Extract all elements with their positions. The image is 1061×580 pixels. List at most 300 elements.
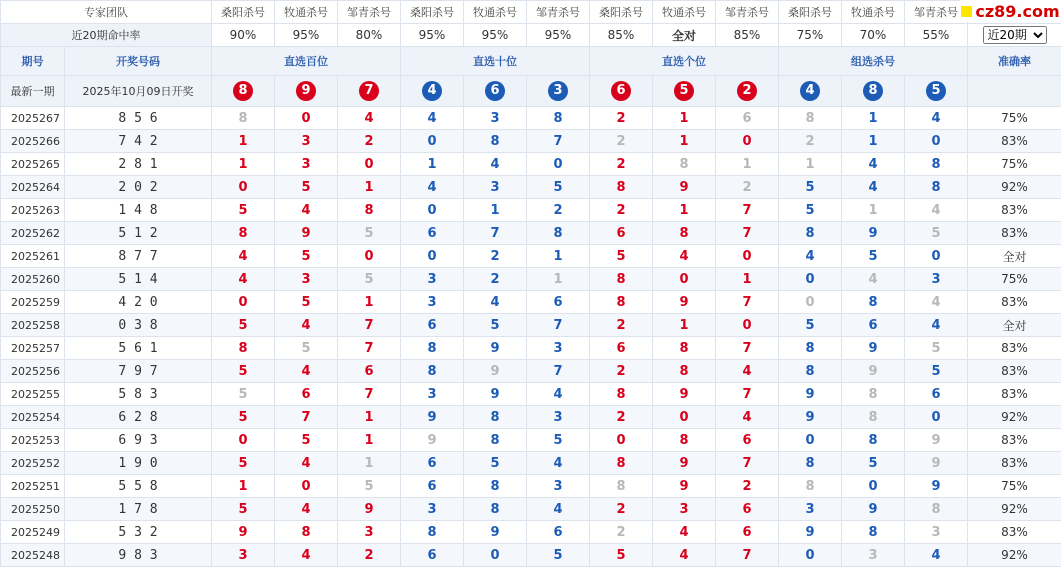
- expert-name: 邹青杀号: [338, 1, 401, 24]
- kill-number: 9: [401, 429, 464, 452]
- open-number: 7 9 7: [65, 360, 212, 383]
- kill-number: 5: [212, 199, 275, 222]
- header-row: [1, 47, 1061, 76]
- latest-ball-cell: [464, 76, 527, 107]
- kill-number: 5: [338, 222, 401, 245]
- kill-number: 8: [653, 337, 716, 360]
- table-row: [1, 222, 1061, 245]
- kill-number: 3: [338, 521, 401, 544]
- number-ball: 5: [674, 81, 694, 101]
- kill-number: 1: [653, 199, 716, 222]
- expert-name: 桑阳杀号: [212, 1, 275, 24]
- expert-name: 牧通杀号: [653, 1, 716, 24]
- kill-number: 8: [212, 337, 275, 360]
- kill-number: 8: [275, 521, 338, 544]
- open-number: 5 1 4: [65, 268, 212, 291]
- kill-number: 9: [653, 383, 716, 406]
- number-ball: 2: [737, 81, 757, 101]
- kill-number: 8: [905, 176, 968, 199]
- issue-number: 2025265: [1, 153, 65, 176]
- kill-number: 6: [338, 360, 401, 383]
- group-header-ge: 直选个位: [590, 47, 779, 76]
- kill-number: 5: [779, 176, 842, 199]
- kill-number: 2: [590, 498, 653, 521]
- open-number: 6 9 3: [65, 429, 212, 452]
- kill-number: 5: [842, 245, 905, 268]
- issue-number: 2025261: [1, 245, 65, 268]
- accuracy-value: 83%: [968, 291, 1061, 314]
- kill-number: 4: [275, 199, 338, 222]
- table-row: [1, 429, 1061, 452]
- hit-rate-label: 近20期命中率: [1, 24, 212, 47]
- kill-number: 4: [275, 498, 338, 521]
- expert-name: 邹青杀号: [905, 1, 968, 24]
- kill-number: 3: [212, 544, 275, 567]
- kill-number: 5: [212, 314, 275, 337]
- kill-number: 4: [842, 176, 905, 199]
- kill-number: 7: [527, 314, 590, 337]
- expert-name: 桑阳杀号: [590, 1, 653, 24]
- kill-number: 3: [905, 521, 968, 544]
- accuracy-value: 92%: [968, 176, 1061, 199]
- kill-number: 8: [905, 153, 968, 176]
- issue-number: 2025266: [1, 130, 65, 153]
- kill-number: 8: [779, 475, 842, 498]
- period-select-cell: [968, 24, 1061, 47]
- kill-number: 1: [464, 199, 527, 222]
- kill-number: 1: [653, 314, 716, 337]
- accuracy-value: 83%: [968, 521, 1061, 544]
- period-select[interactable]: [983, 26, 1047, 44]
- kill-number: 2: [779, 130, 842, 153]
- kill-number: 2: [590, 199, 653, 222]
- kill-number: 4: [779, 245, 842, 268]
- expert-team-label: 专家团队: [1, 1, 212, 24]
- latest-accuracy-empty: [968, 76, 1061, 107]
- kill-number: 5: [779, 314, 842, 337]
- kill-number: 5: [905, 337, 968, 360]
- kill-number: 7: [527, 130, 590, 153]
- kill-number: 8: [779, 337, 842, 360]
- kill-number: 0: [338, 153, 401, 176]
- kill-number: 6: [401, 475, 464, 498]
- kill-number: 9: [779, 521, 842, 544]
- kill-number: 3: [905, 268, 968, 291]
- kill-number: 5: [527, 544, 590, 567]
- open-number: 5 6 1: [65, 337, 212, 360]
- latest-date: 2025年10月09日开奖: [65, 76, 212, 107]
- kill-number: 6: [401, 452, 464, 475]
- kill-number: 7: [338, 337, 401, 360]
- kill-number: 0: [716, 314, 779, 337]
- kill-number: 2: [338, 130, 401, 153]
- issue-number: 2025258: [1, 314, 65, 337]
- kill-number: 0: [527, 153, 590, 176]
- table-row: [1, 452, 1061, 475]
- kill-number: 4: [905, 544, 968, 567]
- kill-number: 5: [779, 199, 842, 222]
- kill-number: 1: [716, 268, 779, 291]
- accuracy-value: 75%: [968, 153, 1061, 176]
- kill-number: 4: [275, 360, 338, 383]
- kill-number: 9: [338, 498, 401, 521]
- kill-number: 2: [590, 521, 653, 544]
- kill-number: 9: [464, 337, 527, 360]
- latest-ball-cell: [716, 76, 779, 107]
- kill-number: 8: [590, 383, 653, 406]
- open-number: 6 2 8: [65, 406, 212, 429]
- kill-number: 2: [716, 176, 779, 199]
- accuracy-value: 92%: [968, 406, 1061, 429]
- kill-number: 1: [653, 107, 716, 130]
- kill-number: 5: [338, 268, 401, 291]
- kill-number: 5: [275, 291, 338, 314]
- kill-number: 3: [275, 268, 338, 291]
- kill-number: 8: [212, 222, 275, 245]
- kill-number: 9: [842, 360, 905, 383]
- table-row: [1, 337, 1061, 360]
- group-header-zu: 组选杀号: [779, 47, 968, 76]
- kill-number: 8: [779, 222, 842, 245]
- kill-number: 5: [590, 544, 653, 567]
- kill-number: 9: [212, 521, 275, 544]
- kill-number: 3: [653, 498, 716, 521]
- kill-number: 6: [590, 337, 653, 360]
- accuracy-value: 83%: [968, 130, 1061, 153]
- kill-number: 4: [653, 245, 716, 268]
- kill-number: 4: [464, 291, 527, 314]
- kill-number: 1: [338, 291, 401, 314]
- kill-number: 3: [401, 268, 464, 291]
- expert-name: 牧通杀号: [464, 1, 527, 24]
- kill-number: 1: [212, 130, 275, 153]
- kill-number: 9: [842, 222, 905, 245]
- kill-number: 5: [905, 360, 968, 383]
- number-ball: 8: [863, 81, 883, 101]
- accuracy-value: 83%: [968, 383, 1061, 406]
- accuracy-value: 92%: [968, 498, 1061, 521]
- kill-number: 1: [527, 268, 590, 291]
- kill-number: 1: [212, 153, 275, 176]
- kill-number: 8: [527, 107, 590, 130]
- kill-number: 6: [842, 314, 905, 337]
- kill-number: 9: [653, 475, 716, 498]
- kill-number: 5: [464, 452, 527, 475]
- table-row: [1, 176, 1061, 199]
- kill-number: 4: [716, 406, 779, 429]
- kill-number: 4: [842, 268, 905, 291]
- kill-number: 0: [212, 176, 275, 199]
- latest-ball-cell: [527, 76, 590, 107]
- kill-number: 3: [527, 475, 590, 498]
- kill-number: 1: [653, 130, 716, 153]
- kill-number: 2: [338, 544, 401, 567]
- hit-rate-value: 85%: [590, 24, 653, 47]
- kill-number: 7: [716, 452, 779, 475]
- kill-number: 2: [464, 268, 527, 291]
- kill-number: 2: [590, 314, 653, 337]
- hit-rate-value: 90%: [212, 24, 275, 47]
- kill-number: 1: [338, 176, 401, 199]
- kill-number: 2: [716, 475, 779, 498]
- kill-number: 2: [590, 406, 653, 429]
- kill-number: 9: [401, 406, 464, 429]
- open-number: 8 7 7: [65, 245, 212, 268]
- latest-ball-cell: [842, 76, 905, 107]
- kill-number: 7: [338, 383, 401, 406]
- issue-number: 2025267: [1, 107, 65, 130]
- latest-label: 最新一期: [1, 76, 65, 107]
- kill-number: 1: [338, 406, 401, 429]
- kill-number: 2: [464, 245, 527, 268]
- hit-rate-value: 95%: [464, 24, 527, 47]
- kill-number: 1: [527, 245, 590, 268]
- table-row: [1, 199, 1061, 222]
- kill-number: 7: [716, 337, 779, 360]
- expert-name: 邹青杀号: [527, 1, 590, 24]
- kill-number: 0: [779, 268, 842, 291]
- kill-number: 3: [401, 383, 464, 406]
- kill-number: 6: [590, 222, 653, 245]
- hit-rate-value: 95%: [401, 24, 464, 47]
- kill-number: 8: [464, 406, 527, 429]
- kill-number: 5: [212, 383, 275, 406]
- kill-number: 5: [212, 452, 275, 475]
- hit-rate-value: 55%: [905, 24, 968, 47]
- hit-rate-value: 85%: [716, 24, 779, 47]
- open-number: 9 8 3: [65, 544, 212, 567]
- kill-number: 8: [527, 222, 590, 245]
- kill-number: 0: [779, 291, 842, 314]
- kill-number: 3: [401, 498, 464, 521]
- kill-number: 4: [842, 153, 905, 176]
- open-number: 2 0 2: [65, 176, 212, 199]
- kill-number: 0: [401, 245, 464, 268]
- kill-number: 0: [590, 429, 653, 452]
- kill-number: 5: [464, 314, 527, 337]
- kill-number: 9: [653, 176, 716, 199]
- accuracy-value: 全对: [968, 245, 1061, 268]
- kill-number: 5: [212, 406, 275, 429]
- group-header-shi: 直选十位: [401, 47, 590, 76]
- kill-number: 4: [401, 107, 464, 130]
- kill-number: 1: [338, 452, 401, 475]
- kill-number: 9: [905, 429, 968, 452]
- accuracy-value: 92%: [968, 544, 1061, 567]
- number-ball: 9: [296, 81, 316, 101]
- group-header-bai: 直选百位: [212, 47, 401, 76]
- kill-number: 0: [464, 544, 527, 567]
- issue-number: 2025254: [1, 406, 65, 429]
- number-ball: 3: [548, 81, 568, 101]
- kill-number: 5: [527, 176, 590, 199]
- issue-number: 2025263: [1, 199, 65, 222]
- kill-number: 8: [842, 521, 905, 544]
- table-row: [1, 268, 1061, 291]
- kill-number: 4: [212, 245, 275, 268]
- kill-number: 8: [653, 429, 716, 452]
- number-ball: 5: [926, 81, 946, 101]
- latest-ball-cell: [590, 76, 653, 107]
- kill-number: 0: [905, 406, 968, 429]
- table-row: [1, 475, 1061, 498]
- kill-number: 0: [212, 429, 275, 452]
- open-number: 8 5 6: [65, 107, 212, 130]
- kill-number: 9: [905, 475, 968, 498]
- issue-number: 2025251: [1, 475, 65, 498]
- kill-number: 8: [590, 291, 653, 314]
- kill-number: 4: [212, 268, 275, 291]
- expert-name: 桑阳杀号: [401, 1, 464, 24]
- accuracy-value: 75%: [968, 107, 1061, 130]
- kill-number: 9: [464, 360, 527, 383]
- kill-number: 8: [842, 406, 905, 429]
- expert-name: 邹青杀号: [716, 1, 779, 24]
- kill-number: 0: [653, 268, 716, 291]
- number-ball: 4: [422, 81, 442, 101]
- kill-number: 8: [653, 153, 716, 176]
- kill-number: 5: [275, 429, 338, 452]
- kill-number: 0: [779, 544, 842, 567]
- kill-number: 8: [590, 452, 653, 475]
- kill-number: 4: [275, 544, 338, 567]
- kill-number: 3: [779, 498, 842, 521]
- kill-number: 4: [275, 314, 338, 337]
- number-ball: 4: [800, 81, 820, 101]
- kill-number: 1: [401, 153, 464, 176]
- kill-number: 4: [527, 383, 590, 406]
- kill-number: 6: [401, 222, 464, 245]
- issue-number: 2025264: [1, 176, 65, 199]
- kill-number: 1: [842, 130, 905, 153]
- latest-ball-cell: [338, 76, 401, 107]
- latest-ball-cell: [212, 76, 275, 107]
- kill-number: 5: [212, 360, 275, 383]
- kill-number: 6: [275, 383, 338, 406]
- kill-number: 5: [275, 337, 338, 360]
- expert-row: [1, 1, 1061, 24]
- kill-number: 6: [716, 429, 779, 452]
- table-row: [1, 291, 1061, 314]
- accuracy-value: 83%: [968, 222, 1061, 245]
- kill-number: 8: [842, 429, 905, 452]
- latest-ball-cell: [905, 76, 968, 107]
- kill-number: 3: [275, 130, 338, 153]
- kill-number: 6: [527, 291, 590, 314]
- logo-square-icon: [961, 6, 972, 17]
- latest-ball-cell: [401, 76, 464, 107]
- kill-number: 0: [779, 429, 842, 452]
- issue-number: 2025253: [1, 429, 65, 452]
- kill-number: 1: [338, 429, 401, 452]
- kill-number: 1: [716, 153, 779, 176]
- kill-number: 8: [464, 130, 527, 153]
- number-ball: 6: [485, 81, 505, 101]
- open-number: 1 4 8: [65, 199, 212, 222]
- issue-number: 2025259: [1, 291, 65, 314]
- open-number: 5 3 2: [65, 521, 212, 544]
- kill-number: 8: [779, 107, 842, 130]
- expert-name: 桑阳杀号: [779, 1, 842, 24]
- kill-number: 9: [275, 222, 338, 245]
- latest-ball-cell: [653, 76, 716, 107]
- table-row: [1, 314, 1061, 337]
- kill-number: 3: [527, 337, 590, 360]
- issue-number: 2025262: [1, 222, 65, 245]
- kill-number: 0: [716, 245, 779, 268]
- kill-number: 5: [275, 176, 338, 199]
- kill-number: 9: [842, 498, 905, 521]
- issue-number: 2025255: [1, 383, 65, 406]
- kill-number: 8: [464, 475, 527, 498]
- kill-number: 9: [464, 383, 527, 406]
- kill-number: 0: [905, 130, 968, 153]
- kill-number: 5: [338, 475, 401, 498]
- kill-number: 8: [842, 291, 905, 314]
- expert-name: 牧通杀号: [275, 1, 338, 24]
- issue-number: 2025248: [1, 544, 65, 567]
- accuracy-value: 83%: [968, 199, 1061, 222]
- kill-number: 2: [590, 360, 653, 383]
- kill-number: 5: [590, 245, 653, 268]
- kill-number: 8: [401, 360, 464, 383]
- table-row: [1, 406, 1061, 429]
- kill-number: 2: [590, 107, 653, 130]
- kill-number: 3: [464, 176, 527, 199]
- kill-number: 7: [275, 406, 338, 429]
- kill-number: 0: [338, 245, 401, 268]
- kill-number: 4: [905, 314, 968, 337]
- kill-number: 7: [716, 544, 779, 567]
- kill-number: 2: [590, 153, 653, 176]
- number-ball: 6: [611, 81, 631, 101]
- open-number: 2 8 1: [65, 153, 212, 176]
- latest-ball-cell: [779, 76, 842, 107]
- kill-number: 9: [653, 452, 716, 475]
- site-logo[interactable]: [960, 0, 1061, 22]
- open-number: 0 3 8: [65, 314, 212, 337]
- kill-number: 7: [716, 222, 779, 245]
- kill-number: 6: [716, 521, 779, 544]
- kill-number: 4: [905, 291, 968, 314]
- issue-number: 2025250: [1, 498, 65, 521]
- accuracy-value: 83%: [968, 360, 1061, 383]
- kill-number: 0: [401, 130, 464, 153]
- kill-number: 9: [842, 337, 905, 360]
- kill-number: 6: [527, 521, 590, 544]
- kill-number: 8: [464, 429, 527, 452]
- open-number-header: 开奖号码: [65, 47, 212, 76]
- hit-rate-value: 95%: [527, 24, 590, 47]
- kill-number: 6: [401, 544, 464, 567]
- kill-number: 6: [401, 314, 464, 337]
- kill-number: 4: [905, 107, 968, 130]
- kill-number: 3: [842, 544, 905, 567]
- kill-number: 5: [527, 429, 590, 452]
- number-ball: 7: [359, 81, 379, 101]
- issue-number: 2025257: [1, 337, 65, 360]
- issue-number: 2025252: [1, 452, 65, 475]
- kill-number: 0: [275, 107, 338, 130]
- kill-number: 3: [275, 153, 338, 176]
- kill-number: 4: [338, 107, 401, 130]
- kill-number: 6: [905, 383, 968, 406]
- accuracy-value: 75%: [968, 268, 1061, 291]
- kill-number: 4: [716, 360, 779, 383]
- hit-rate-row: [1, 24, 1061, 47]
- kill-number: 0: [716, 130, 779, 153]
- kill-number: 8: [401, 521, 464, 544]
